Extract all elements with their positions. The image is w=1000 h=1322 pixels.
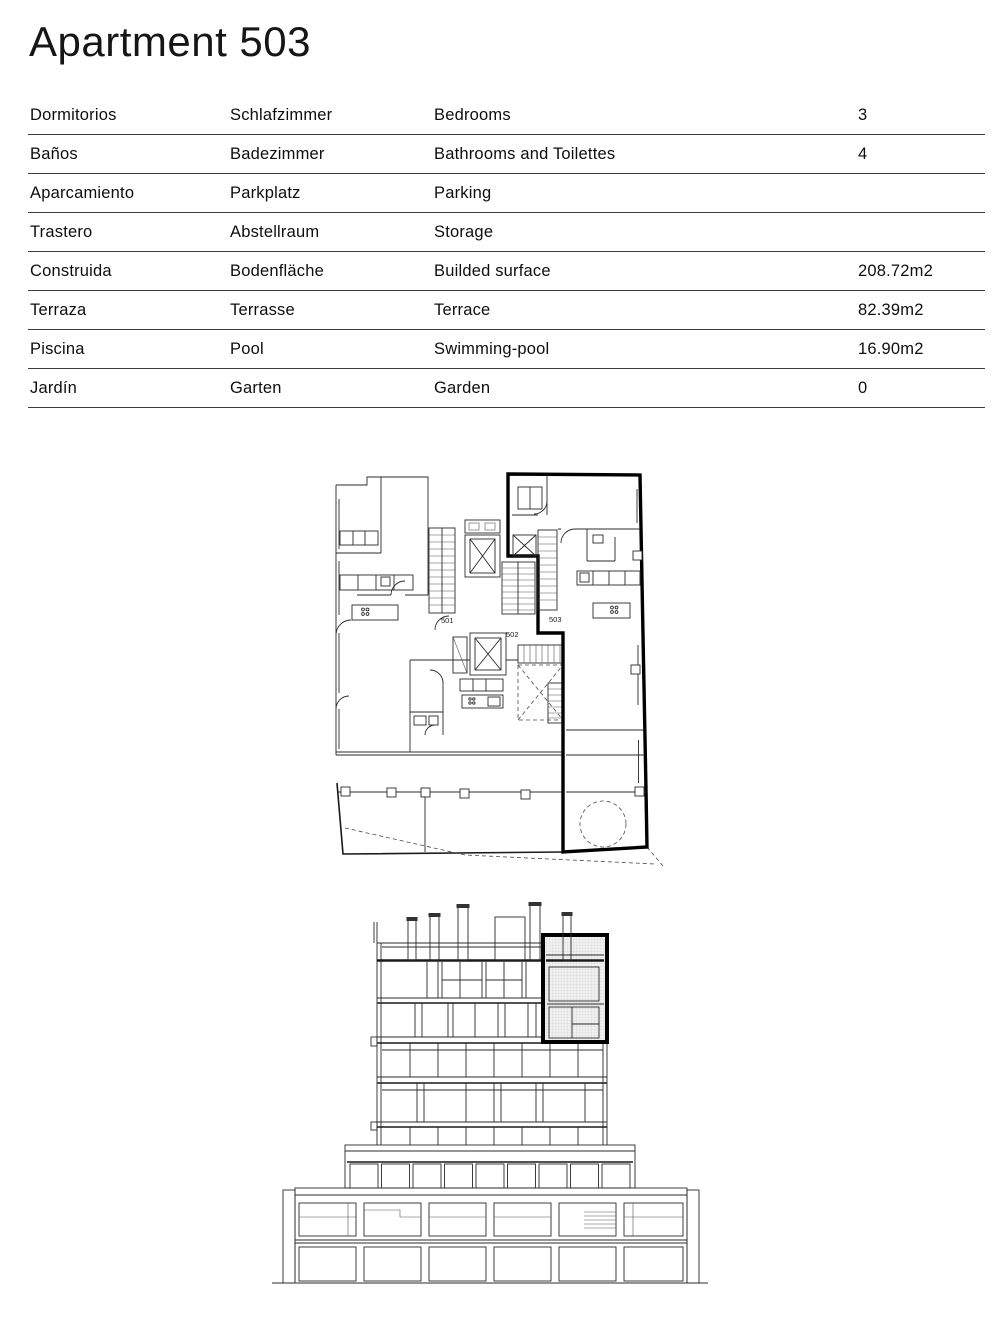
spec-es: Baños [28, 135, 228, 174]
spec-en: Swimming-pool [432, 330, 856, 369]
stairs-icon [538, 530, 557, 610]
table-row [28, 330, 985, 369]
spec-value: 208.72m2 [856, 252, 985, 291]
stairs-icon [502, 562, 535, 614]
spec-de: Bodenfläche [228, 252, 432, 291]
table-row [28, 213, 985, 252]
spec-en: Garden [432, 369, 856, 408]
table-row [28, 252, 985, 291]
unit-501-label: 501 [441, 616, 454, 625]
core-plan [429, 520, 535, 630]
spec-en: Bedrooms [432, 96, 856, 135]
spec-de: Abstellraum [228, 213, 432, 252]
spec-value: 0 [856, 369, 985, 408]
table-row [28, 291, 985, 330]
spec-de: Badezimmer [228, 135, 432, 174]
chimneys [407, 902, 542, 960]
elevation-mid-block [345, 1145, 635, 1188]
spec-en: Bathrooms and Toilettes [432, 135, 856, 174]
unit-502-label: 502 [506, 630, 519, 639]
spec-es: Jardín [28, 369, 228, 408]
spec-es: Construida [28, 252, 228, 291]
pool-circle [580, 801, 626, 847]
cooktop-icon [611, 606, 618, 613]
unit-503-label: 503 [549, 615, 562, 624]
spec-value: 4 [856, 135, 985, 174]
page-title: Apartment 503 [29, 18, 312, 65]
spec-de: Garten [228, 369, 432, 408]
spec-table [28, 96, 985, 408]
spec-es: Trastero [28, 213, 228, 252]
table-row [28, 369, 985, 408]
elevator-icon [513, 535, 536, 556]
spec-en: Storage [432, 213, 856, 252]
spec-es: Dormitorios [28, 96, 228, 135]
spec-value: 3 [856, 96, 985, 135]
table-row [28, 174, 985, 213]
cooktop-icon [362, 608, 369, 615]
unit-501-plan [336, 477, 428, 755]
cooktop-icon [469, 698, 475, 704]
spec-de: Parkplatz [228, 174, 432, 213]
table-row [28, 96, 985, 135]
spec-de: Schlafzimmer [228, 96, 432, 135]
elevation-unit-503-highlight [543, 912, 607, 1042]
spec-de: Terrasse [228, 291, 432, 330]
spec-value [856, 174, 985, 213]
spec-en: Parking [432, 174, 856, 213]
floor-plan-drawing [325, 465, 665, 883]
spec-de: Pool [228, 330, 432, 369]
spec-value: 16.90m2 [856, 330, 985, 369]
table-row [28, 135, 985, 174]
building-elevation-drawing [270, 900, 710, 1292]
spec-es: Aparcamiento [28, 174, 228, 213]
spec-value: 82.39m2 [856, 291, 985, 330]
unit-502-plan [410, 633, 563, 752]
spec-es: Terraza [28, 291, 228, 330]
elevation-base [283, 1188, 699, 1283]
spec-value [856, 213, 985, 252]
unit-503-interior [512, 475, 646, 792]
elevator-icon [470, 633, 506, 675]
stairs-icon [429, 528, 455, 613]
stairs-above-icon [518, 645, 563, 723]
spec-en: Builded surface [432, 252, 856, 291]
spec-en: Terrace [432, 291, 856, 330]
elevator-icon [465, 520, 500, 577]
spec-es: Piscina [28, 330, 228, 369]
